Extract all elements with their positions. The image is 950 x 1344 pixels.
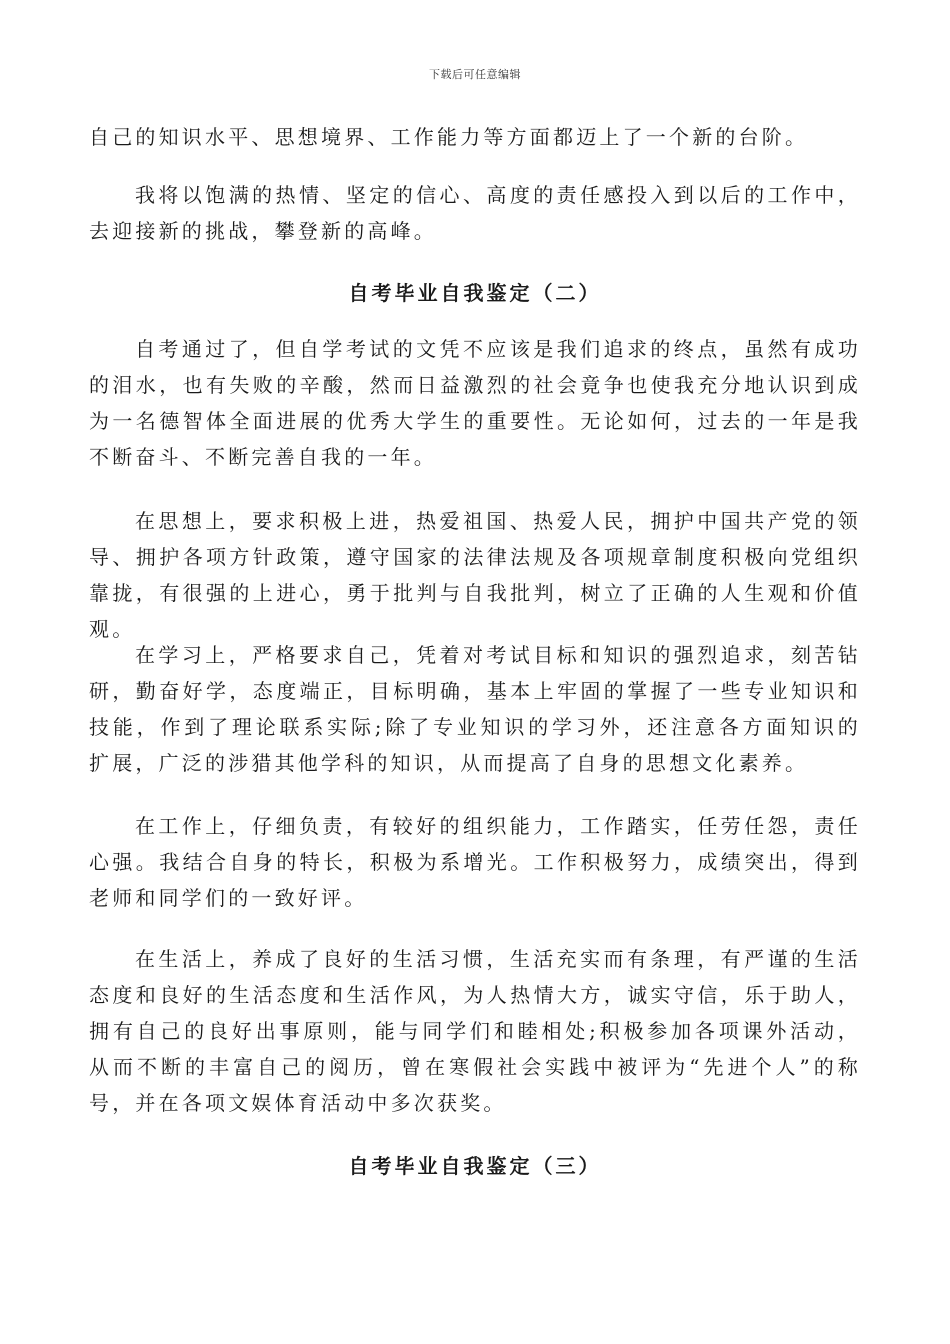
page-header: 下载后可任意编辑 — [429, 68, 521, 81]
paragraph-work: 在工作上，仔细负责，有较好的组织能力，工作踏实，任劳任怨，责任心强。我结合自身的特长，积极为系增光。工作积极努力，成绩突出，得到老师和同学们的一致好评。 — [89, 814, 861, 910]
paragraph-intro: 自考通过了，但自学考试的文凭不应该是我们追求的终点，虽然有成功的泪水，也有失败的辛酸，然而日益激烈的社会竟争也使我充分地认识到成为一名德智体全面进展的优秀大学生的重要性。无论如何，过去的一年是我不断奋斗、不断完善自我的一年。 — [89, 337, 861, 469]
paragraph-closing: 我将以饱满的热情、坚定的信心、高度的责任感投入到以后的工作中，去迎接新的挑战，攀登新的高峰。 — [89, 183, 861, 243]
paragraph-ideology: 在思想上，要求积极上进，热爱祖国、热爱人民，拥护中国共产党的领导、拥护各项方针政策，遵守国家的法律法规及各项规章制度积极向党组织靠拢，有很强的上进心，勇于批判与自我批判，树立了正确的人生观和价值观。 — [89, 509, 861, 641]
paragraph-life: 在生活上，养成了良好的生活习惯，生活充实而有条理，有严谨的生活态度和良好的生活态度和生活作风，为人热情大方，诚实守信，乐于助人，拥有自己的良好出事原则，能与同学们和睦相处;积极参加各项课外活动，从而不断的丰富自己的阅历，曾在寒假社会实践中被评为“先进个人”的称号，并在各项文娱体育活动中多次获奖。 — [89, 947, 861, 1115]
section-heading-3: 自考毕业自我鉴定（三） — [348, 1154, 602, 1178]
paragraph-continuation: 自己的知识水平、思想境界、工作能力等方面都迈上了一个新的台阶。 — [89, 125, 809, 149]
paragraph-study: 在学习上，严格要求自己，凭着对考试目标和知识的强烈追求，刻苦钻研，勤奋好学，态度端正，目标明确，基本上牢固的掌握了一些专业知识和技能，作到了理论联系实际;除了专业知识的学习外，还注意各方面知识的扩展，广泛的涉猎其他学科的知识，从而提高了自身的思想文化素养。 — [89, 643, 861, 775]
section-heading-2: 自考毕业自我鉴定（二） — [348, 281, 602, 305]
